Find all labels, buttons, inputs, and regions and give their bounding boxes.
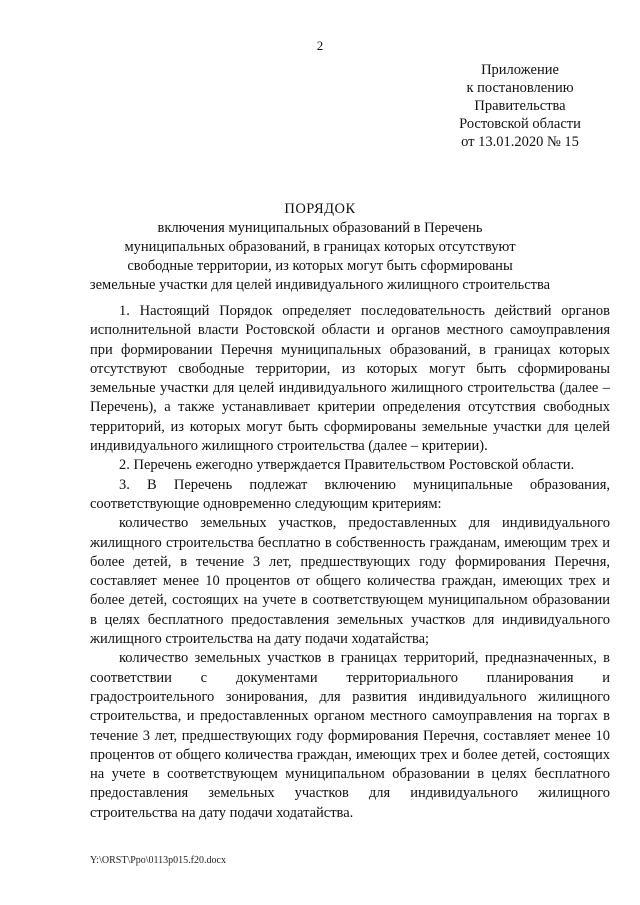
appendix-line: Правительства [474,98,566,114]
paragraph-2: 2. Перечень ежегодно утверждается Правительством Ростовской области. [119,457,575,474]
file-path-footer: Y:\ORST\Ppo\0113p015.f20.docx [90,855,226,866]
title-heading: ПОРЯДОК [284,201,356,217]
criterion-2: количество земельных участков в границах территорий, предназначенных, в соответствии с документами территориального планирования и градостроительного зонирования, для развития индивидуального жилищного строительства, и предоставленных органом местного самоуправления на торгах в течение 3 лет, предшествующих году формирования Перечня, составляет менее 10 процентов от общего количества граждан, имеющих трех и более детей, состоящих на учете в соответствующем муниципальном образовании в целях бесплатного предоставления земельных участков для индивидуального жилищного строительства на дату подачи ходатайства. [90,650,610,821]
title-line: свободные территории, из которых могут быть сформированы [127,258,513,274]
title-line: включения муниципальных образований в Перечень [157,220,483,236]
appendix-line: Ростовской области [459,116,581,132]
appendix-line: Приложение [481,62,559,78]
criterion-1: количество земельных участков, предоставленных для индивидуального жилищного строительства бесплатно в собственность гражданам, имеющим трех и более детей, в течение 3 лет, предшествующих году формирования Перечня, составляет менее 10 процентов от общего количества граждан, имеющих трех и более детей, состоящих на учете в соответствующем муниципальном образовании в целях бесплатного предоставления земельных участков для индивидуального жилищного строительства на дату подачи ходатайства; [90,515,610,648]
appendix-line: от 13.01.2020 № 15 [461,134,579,150]
paragraph-1: 1. Настоящий Порядок определяет последовательность действий органов исполнительной власти Ростовской области и органов местного самоуправления при формировании Перечня муниципальных образований, в границах которых отсутствуют свободные территории, из которых могут быть сформированы земельные участки для целей индивидуального жилищного строительства (далее – Перечень), а также устанавливает критерии определения отсутствия свободных территорий, из которых могут быть сформированы земельные участки для целей индивидуального жилищного строительства (далее – критерии). [90,303,610,455]
document-title [0,200,640,295]
appendix-line: к постановлению [466,80,574,96]
document-body [90,302,610,823]
title-line: муниципальных образований, в границах которых отсутствуют [124,239,516,255]
paragraph-3: 3. В Перечень подлежат включению муниципальные образования, соответствующие одновременно следующим критериям: [90,476,610,512]
title-line: земельные участки для целей индивидуального жилищного строительства [89,277,551,293]
appendix-header [430,61,610,151]
page-number: 2 [316,38,324,53]
